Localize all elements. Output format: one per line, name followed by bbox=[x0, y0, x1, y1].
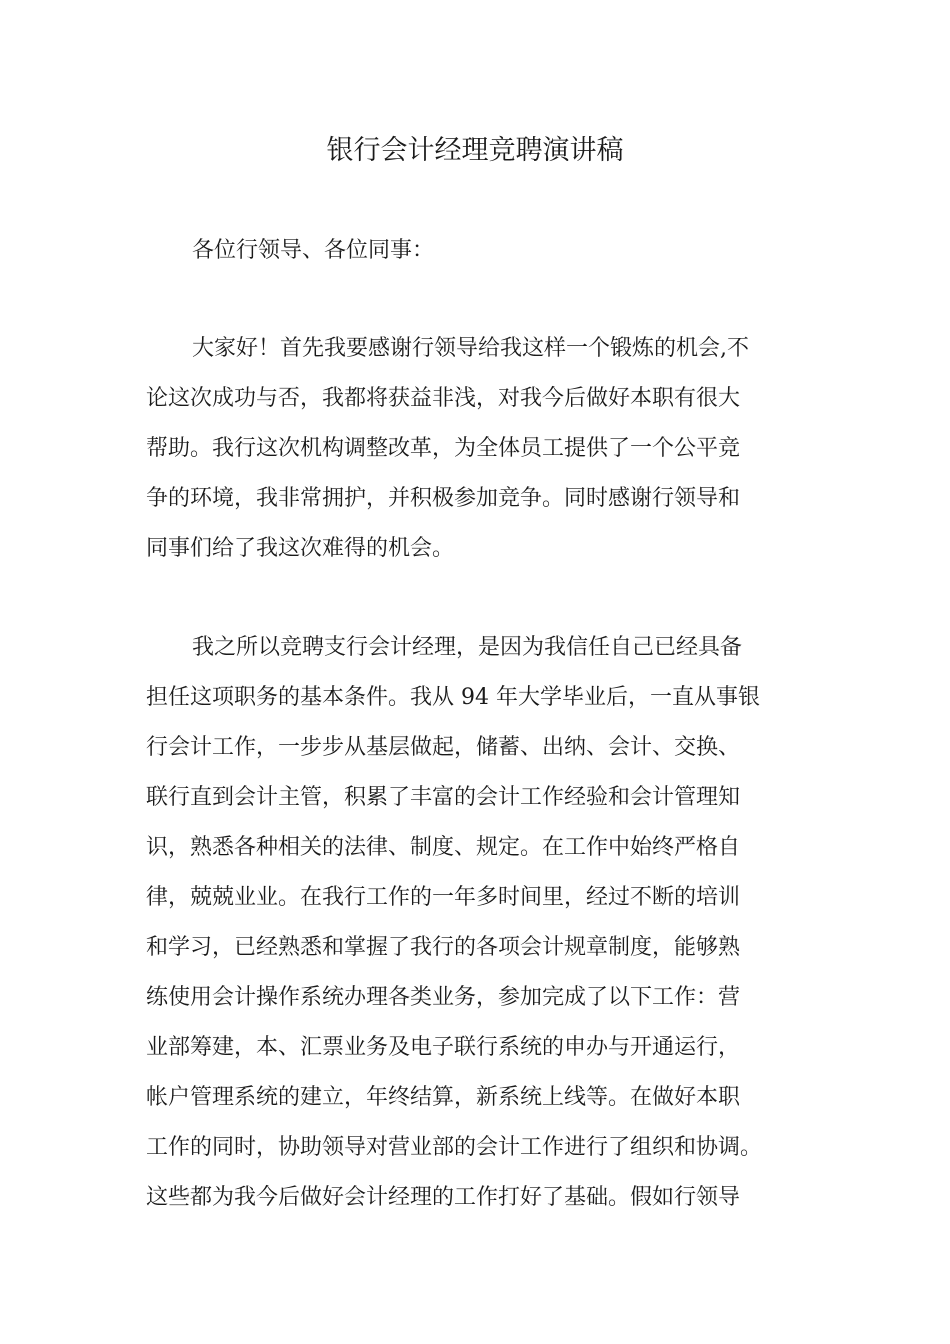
paragraph-line: 业部筹建，本、汇票业务及电子联行系统的申办与开通运行， bbox=[146, 1035, 741, 1060]
paragraph-line: 联行直到会计主管，积累了丰富的会计工作经验和会计管理知 bbox=[146, 785, 741, 810]
document-title: 银行会计经理竞聘演讲稿 bbox=[326, 135, 624, 166]
paragraph-line: 工作的同时，协助领导对营业部的会计工作进行了组织和协调。 bbox=[146, 1135, 763, 1160]
paragraph-line: 律，兢兢业业。在我行工作的一年多时间里，经过不断的培训 bbox=[146, 885, 741, 910]
paragraph-line: 争的环境，我非常拥护，并积极参加竞争。同时感谢行领导和 bbox=[146, 486, 741, 511]
paragraph-line: 练使用会计操作系统办理各类业务，参加完成了以下工作：营 bbox=[146, 985, 741, 1010]
paragraph-line: 这些都为我今后做好会计经理的工作打好了基础。假如行领导 bbox=[146, 1185, 741, 1210]
paragraph-line: 担任这项职务的基本条件。我从 94 年大学毕业后，一直从事银 bbox=[146, 685, 760, 710]
paragraph-line: 行会计工作，一步步从基层做起，储蓄、出纳、会计、交换、 bbox=[146, 735, 741, 760]
salutation: 各位行领导、各位同事： bbox=[192, 238, 435, 263]
paragraph-line: 论这次成功与否，我都将获益非浅，对我今后做好本职有很大 bbox=[146, 386, 741, 411]
paragraph-line: 帐户管理系统的建立，年终结算，新系统上线等。在做好本职 bbox=[146, 1085, 741, 1110]
paragraph-line: 帮助。我行这次机构调整改革，为全体员工提供了一个公平竞 bbox=[146, 436, 741, 461]
paragraph-line: 同事们给了我这次难得的机会。 bbox=[146, 536, 455, 561]
paragraph-line: 识，熟悉各种相关的法律、制度、规定。在工作中始终严格自 bbox=[146, 835, 741, 860]
paragraph-line: 我之所以竞聘支行会计经理，是因为我信任自己已经具备 bbox=[192, 635, 743, 660]
paragraph-line: 大家好！首先我要感谢行领导给我这样一个锻炼的机会,不 bbox=[192, 336, 749, 361]
paragraph-line: 和学习，已经熟悉和掌握了我行的各项会计规章制度，能够熟 bbox=[146, 935, 741, 960]
